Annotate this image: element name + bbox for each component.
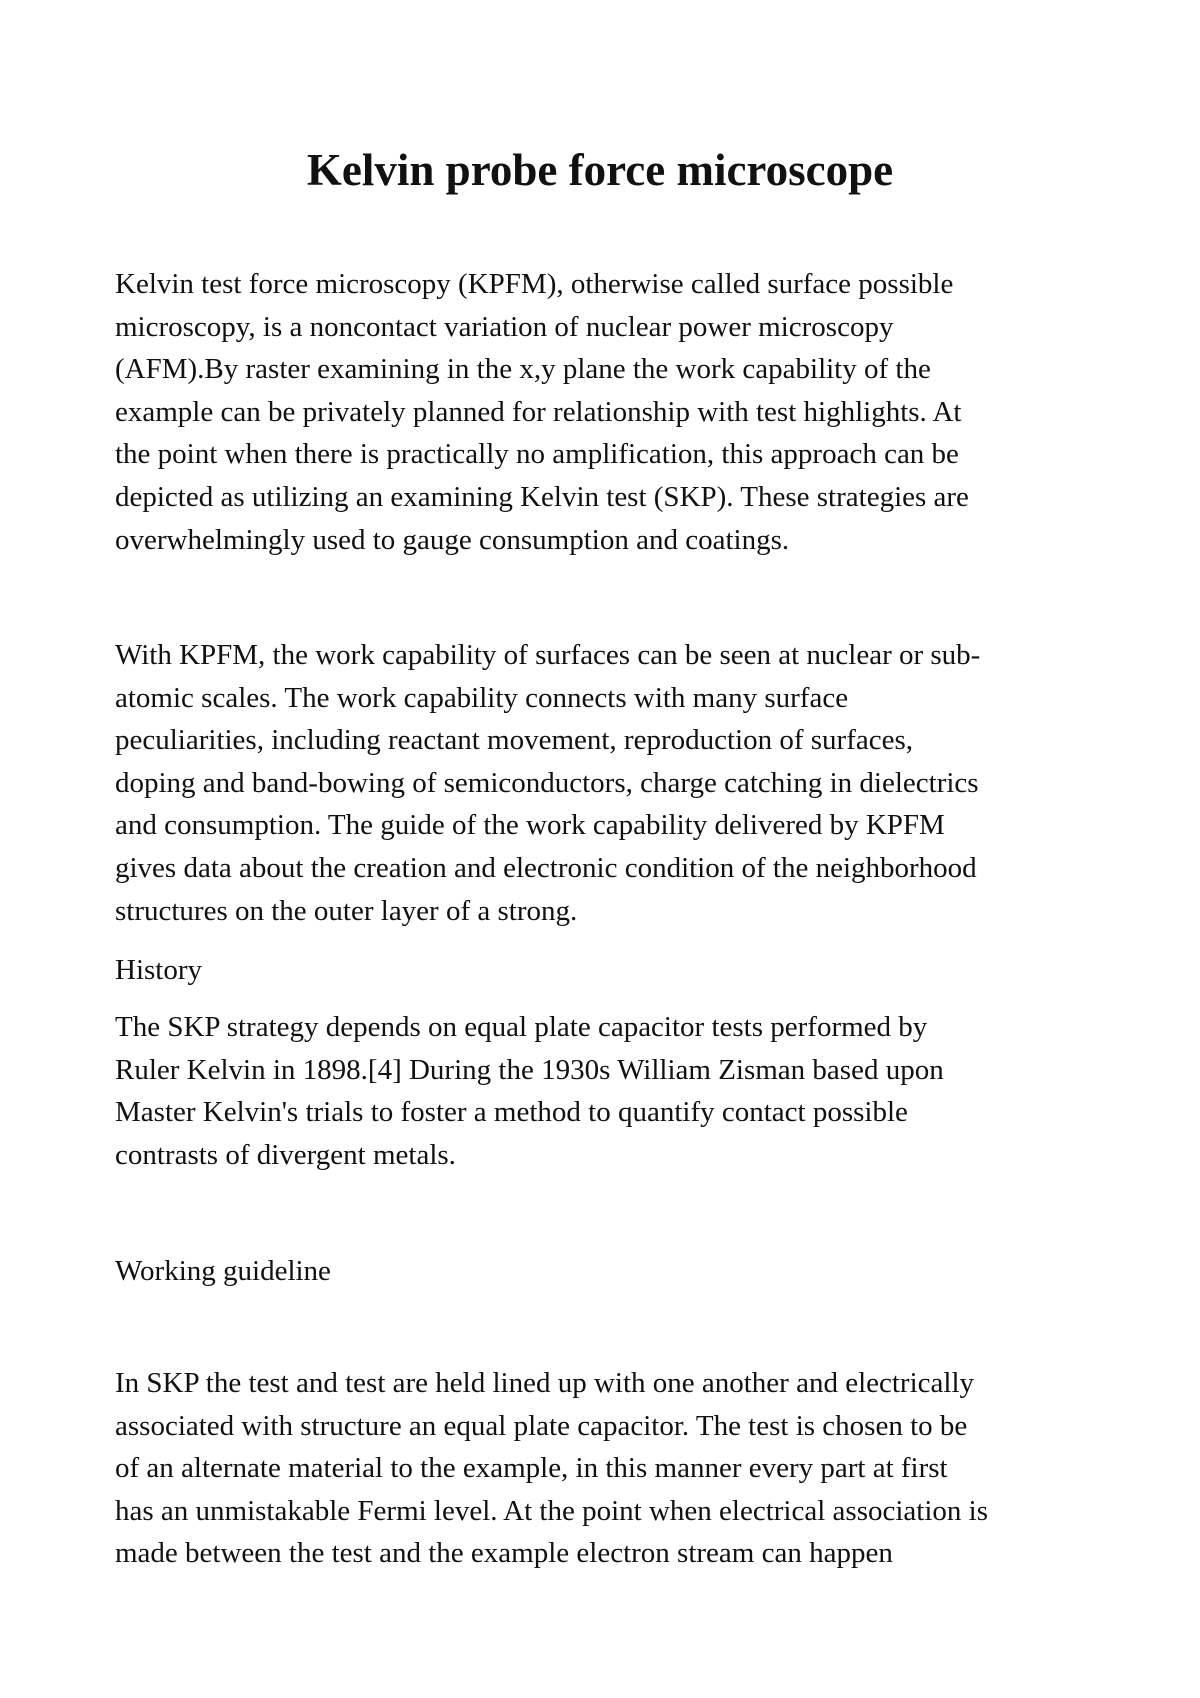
intro-paragraph [115,263,1100,561]
text-line: associated with structure an equal plate capacitor. The test is chosen to be [115,1409,968,1442]
text-line: contrasts of divergent metals. [115,1138,456,1171]
text-line: In SKP the test and test are held lined up with one another and electrically [115,1367,974,1399]
text-line: The SKP strategy depends on equal plate capacitor tests performed by [115,1011,928,1043]
text-line: doping and band-bowing of semiconductors, charge catching in dielectrics [115,766,979,799]
text-line: Kelvin test force microscopy (KPFM), otherwise called surface possible [115,268,954,300]
text-line: Master Kelvin's trials to foster a method to quantify contact possible [115,1096,908,1129]
text-line: microscopy, is a noncontact variation of nuclear power microscopy [115,310,894,343]
text-line: and consumption. The guide of the work capability delivered by KPFM [115,809,945,842]
text-line: depicted as utilizing an examining Kelvin test (SKP). These strategies are [115,480,969,513]
text-line: example can be privately planned for relationship with test highlights. At [115,395,962,428]
document-title: Kelvin probe force microscope [306,145,894,195]
working-paragraph [115,1362,1100,1575]
text-line: made between the test and the example electron stream can happen [115,1537,893,1570]
heading-text: Working guideline [115,1255,331,1287]
heading-text: History [115,954,202,986]
text-line: overwhelmingly used to gauge consumption and coatings. [115,523,790,556]
text-line: gives data about the creation and electronic condition of the neighborhood [115,851,977,884]
text-line: peculiarities, including reactant movement, reproduction of surfaces, [115,724,914,757]
history-paragraph [115,1006,1100,1176]
kpfm-paragraph [115,634,1100,932]
text-line: atomic scales. The work capability connects with many surface [115,681,849,714]
history-heading [115,949,1100,992]
working-guideline-heading [115,1250,1100,1293]
text-line: has an unmistakable Fermi level. At the point when electrical association is [115,1494,988,1527]
text-line: Ruler Kelvin in 1898.[4] During the 1930s William Zisman based upon [115,1053,944,1086]
text-line: With KPFM, the work capability of surfaces can be seen at nuclear or sub- [115,639,981,671]
text-line: structures on the outer layer of a strong. [115,894,578,927]
text-line: of an alternate material to the example, in this manner every part at first [115,1452,948,1485]
text-line: the point when there is practically no amplification, this approach can be [115,438,959,471]
text-line: (AFM).By raster examining in the x,y plane the work capability of the [115,353,931,386]
